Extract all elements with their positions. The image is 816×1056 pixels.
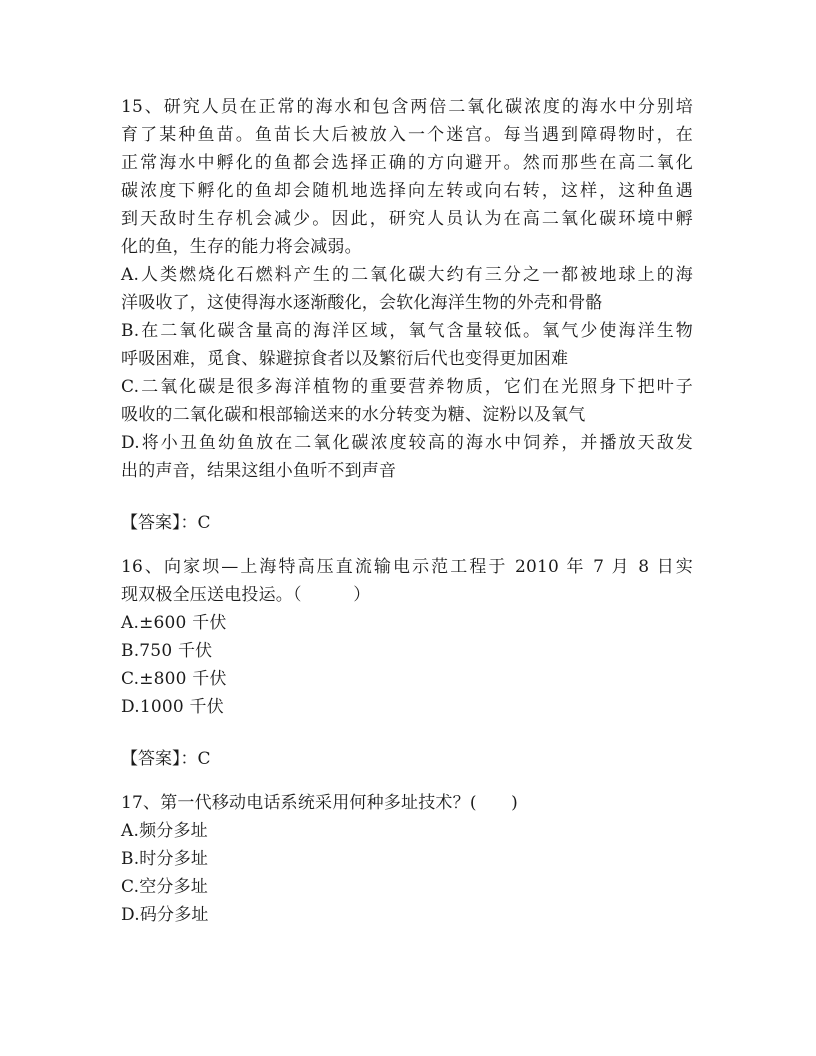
- spacer: [121, 537, 693, 553]
- spacer: [121, 773, 693, 789]
- option-a: A.人类燃烧化石燃料产生的二氧化碳大约有三分之一都被地球上的海: [121, 265, 693, 285]
- option-b: B.750 千伏: [121, 641, 213, 661]
- option-d: D.1000 千伏: [121, 697, 224, 717]
- question-text-line: 碳浓度下孵化的鱼却会随机地选择向左转或向右转，这样，这种鱼遇: [121, 181, 693, 201]
- option-c: C.空分多址: [121, 877, 209, 897]
- option-b: B.时分多址: [121, 849, 209, 869]
- question-16: [121, 553, 693, 721]
- option-a: A.±600 千伏: [121, 613, 227, 633]
- option-b-cont: 呼吸困难，觅食、躲避掠食者以及繁衍后代也变得更加困难: [121, 349, 569, 369]
- question-17: [121, 789, 693, 929]
- question-text-line: 正常海水中孵化的鱼都会选择正确的方向避开。然而那些在高二氧化: [121, 153, 693, 173]
- option-d-cont: 出的声音，结果这组小鱼听不到声音: [121, 461, 397, 481]
- question-text-line: 育了某种鱼苗。鱼苗长大后被放入一个迷宫。每当遇到障碍物时，在: [121, 125, 693, 145]
- option-c: C.二氧化碳是很多海洋植物的重要营养物质，它们在光照身下把叶子: [121, 377, 693, 397]
- question-text-line: 现双极全压送电投运。（ ）: [121, 585, 371, 605]
- option-a: A.频分多址: [121, 821, 208, 841]
- option-a-cont: 洋吸收了，这使得海水逐渐酸化，会软化海洋生物的外壳和骨骼: [121, 293, 603, 313]
- option-c: C.±800 千伏: [121, 669, 227, 689]
- answer-16: 【答案】：C: [121, 749, 211, 769]
- question-text-line: 17、第一代移动电话系统采用何种多址技术？( ): [121, 793, 518, 813]
- question-15: [121, 93, 693, 485]
- option-d: D.码分多址: [121, 905, 209, 925]
- question-text-line: 16、向家坝—上海特高压直流输电示范工程于 2010 年 7 月 8 日实: [121, 557, 693, 577]
- spacer: [121, 721, 693, 745]
- answer-15: 【答案】：C: [121, 513, 211, 533]
- question-text-line: 15、研究人员在正常的海水和包含两倍二氧化碳浓度的海水中分别培: [121, 97, 693, 117]
- option-d: D.将小丑鱼幼鱼放在二氧化碳浓度较高的海水中饲养，并播放天敌发: [121, 433, 693, 453]
- option-c-cont: 吸收的二氧化碳和根部输送来的水分转变为糖、淀粉以及氧气: [121, 405, 586, 425]
- document-page: [121, 93, 693, 929]
- question-text-line: 化的鱼，生存的能力将会减弱。: [121, 237, 362, 257]
- option-b: B.在二氧化碳含量高的海洋区域，氧气含量较低。氧气少使海洋生物: [121, 321, 693, 341]
- spacer: [121, 485, 693, 509]
- question-text-line: 到天敌时生存机会减少。因此，研究人员认为在高二氧化碳环境中孵: [121, 209, 693, 229]
